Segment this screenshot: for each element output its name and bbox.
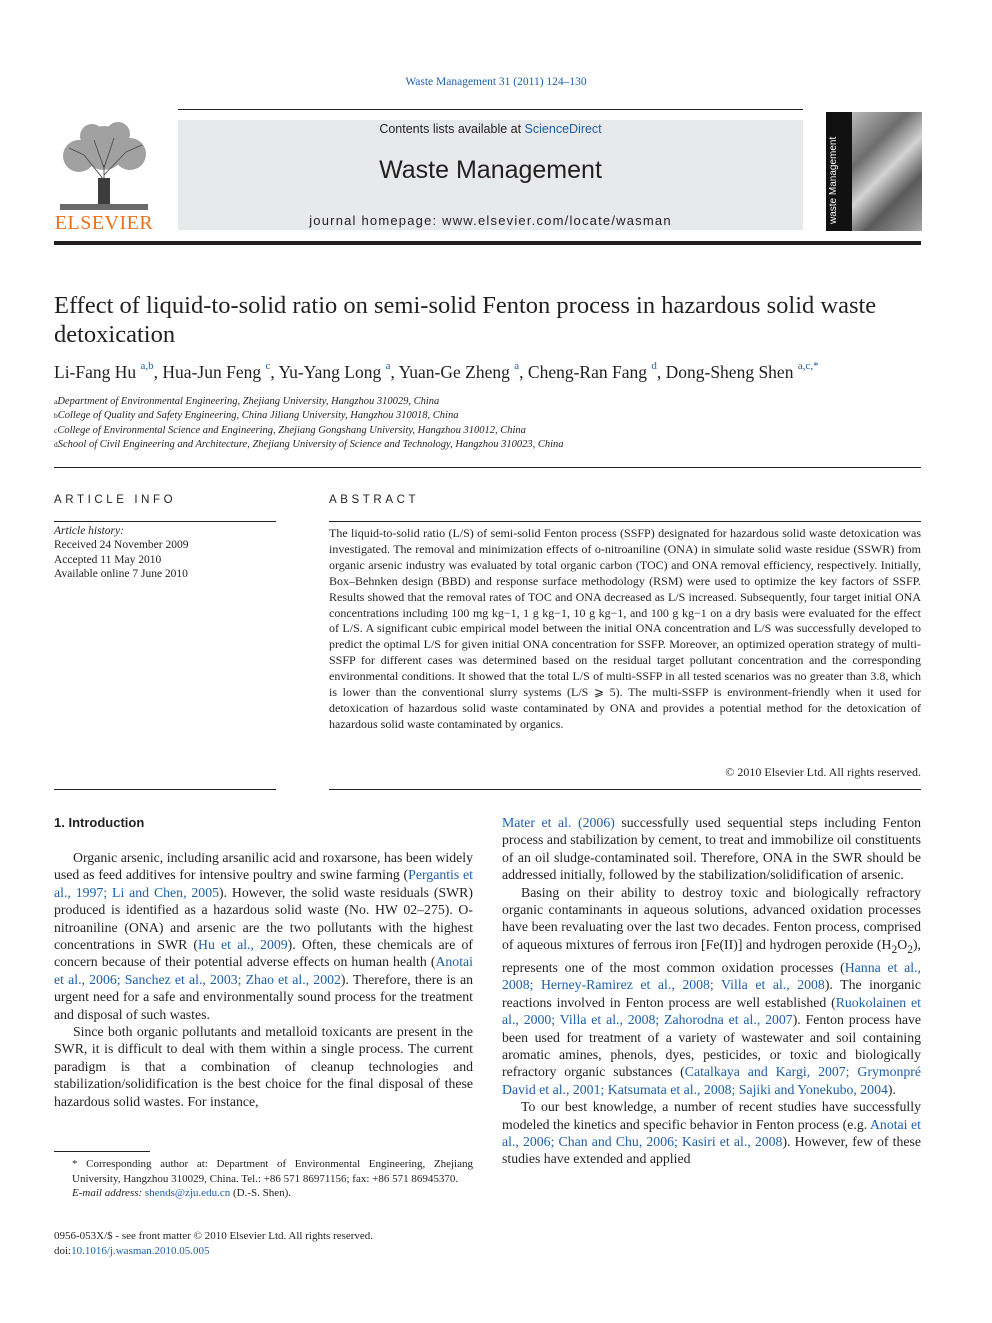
text-run: ). Therefore, there is an urgent need for a safe and environmentally sound process for the treatment and disposal of such wastes. xyxy=(54,971,473,1022)
article-info-end-rule xyxy=(54,789,276,790)
text-run: ). Fenton process have been used for treatment of a variety of wastewater and soil containing aromatic amines, phenols, dyes, pesticides, or toxic and biologically refractory organic substances ( xyxy=(502,1012,921,1080)
text-run: O xyxy=(897,936,908,952)
citation-link[interactable]: Catalkaya and Kargi, 2007; Grymonpré David et al., 2001; Katsumata et al., 2008; Sajiki and Yonekubo, 2004 xyxy=(502,1064,921,1097)
abstract-heading: ABSTRACT xyxy=(329,494,420,506)
affiliation-list xyxy=(54,395,934,452)
author-affiliation-marker[interactable]: c xyxy=(265,360,271,372)
citation-link[interactable]: Pergantis et al., 1997; Li and Chen, 2005 xyxy=(54,867,473,900)
subscript: 2 xyxy=(891,943,898,956)
email-label: E-mail address: xyxy=(72,1187,145,1199)
email-link[interactable]: shends@zju.edu.cn xyxy=(144,1187,231,1199)
header-bottom-rule xyxy=(54,241,921,245)
abstract-rule xyxy=(329,521,921,522)
front-matter xyxy=(54,1229,474,1258)
author-affiliation-marker[interactable]: d xyxy=(651,360,657,372)
author-name: Hua-Jun Feng xyxy=(162,362,262,382)
copyright-notice: © 2010 Elsevier Ltd. All rights reserved. xyxy=(725,765,921,779)
text-run: ). xyxy=(887,1081,896,1097)
affiliation-text: Department of Environmental Engineering, Zhejiang University, Hangzhou 310029, China xyxy=(57,396,440,407)
subscript: 2 xyxy=(907,943,913,956)
citation-link[interactable]: Mater et al. (2006) xyxy=(502,815,615,830)
elsevier-tree-icon xyxy=(54,120,154,212)
text-run: ). The inorganic reactions involved in Fenton process are well established ( xyxy=(502,977,922,1010)
text-run: ). However, few of these studies have extended and applied xyxy=(502,1134,922,1167)
text-run: Since both organic pollutants and metalloid toxicants are present in the SWR, it is difficult to deal with them within a single process. The current paradigm is that a combination of cleanup technologies and stabilization/solidification is the best choice for the final disposal of these hazardous solid wastes. For instance, xyxy=(54,1024,473,1109)
author-name: Yu-Yang Long xyxy=(278,362,382,382)
journal-cover xyxy=(826,112,922,231)
journal-citation[interactable]: Waste Management 31 (2011) 124–130 xyxy=(405,76,587,88)
email-suffix: (D.-S. Shen). xyxy=(230,1187,292,1199)
text-run: ), represents one of the most common oxidation processes ( xyxy=(502,936,921,975)
text-run: successfully used sequential steps including Fenton process and stabilization by cement, to treat and immobilize oil constituents of an oil sludge-contaminated soil. Therefore, ONA in the SWR should be addressed initially, followed by the stabilization/solidification of arsenic. xyxy=(502,815,921,883)
text-run: Organic arsenic, including arsanilic acid and roxarsone, has been widely used as feed additives for intensive poultry and swine farming ( xyxy=(54,850,473,883)
affiliation-rule xyxy=(54,467,921,468)
issn-line: 0956-053X/$ - see front matter © 2010 Elsevier Ltd. All rights reserved. xyxy=(54,1230,374,1242)
affiliation-item xyxy=(54,409,934,423)
doi-label: doi: xyxy=(54,1244,72,1257)
intro-paragraph-4 xyxy=(502,884,921,1099)
affiliation-marker: a xyxy=(54,397,58,406)
affiliation-item xyxy=(54,438,934,452)
sciencedirect-link[interactable]: ScienceDirect xyxy=(524,122,602,136)
author-affiliation-marker[interactable]: a,b xyxy=(140,360,154,372)
citation-link[interactable]: Anotai et al., 2006; Sanchez et al., 2003; Zhao et al., 2002 xyxy=(54,954,473,987)
text-run: To our best knowledge, a number of recent studies have successfully modeled the kinetics and specific behavior in Fenton process (e.g. xyxy=(502,1099,921,1132)
elsevier-logo xyxy=(54,120,154,232)
online-date: Available online 7 June 2010 xyxy=(54,567,188,580)
citation-link[interactable]: Anotai et al., 2006; Chan and Chu, 2006; Kasiri et al., 2008 xyxy=(502,1116,921,1150)
body-column-left xyxy=(54,849,473,1110)
elsevier-wordmark: ELSEVIER xyxy=(54,212,154,234)
received-date: Received 24 November 2009 xyxy=(54,539,189,552)
doi-link[interactable]: 10.1016/j.wasman.2010.05.005 xyxy=(71,1244,210,1257)
author-name: Yuan-Ge Zheng xyxy=(398,362,510,382)
affiliation-marker: d xyxy=(54,439,58,449)
history-label: Article history: xyxy=(54,525,124,537)
intro-paragraph-1 xyxy=(54,849,473,1023)
affiliation-marker: b xyxy=(54,411,58,421)
footnote-rule xyxy=(54,1151,150,1152)
affiliation-item xyxy=(54,395,934,409)
cover-title: waste Management xyxy=(828,136,839,224)
body-column-right xyxy=(502,814,921,1168)
article-title: Effect of liquid-to-solid ratio on semi-solid Fenton process in hazardous solid waste detoxication xyxy=(54,292,877,348)
homepage-prefix: journal homepage: xyxy=(309,213,443,228)
corresponding-author-footnote xyxy=(54,1157,473,1201)
citation-link[interactable]: Hu et al., 2009 xyxy=(198,937,288,953)
intro-paragraph-3 xyxy=(502,814,921,884)
abstract-text: The liquid-to-solid ratio (L/S) of semi-solid Fenton process (SSFP) designated for hazardous solid waste detoxication was investigated. The removal and minimization effects of o-nitroaniline (ONA) in simulate solid waste residue (SSWR) from organic arsenic industry was evaluated by total organic carbon (TOC) and ONA removal efficiency, respectively. Initially, Box–Behnken design (BBD) and response surface methodology (RSM) were used to optimize the key factors of SSFP. Results showed that the removal rates of TOC and ONA decreased as L/S increased. Subsequently, four target initial ONA concentrations including 100 mg kg−1, 1 g kg−1, 10 g kg−1, and 100 g kg−1 on a dry basis were evaluated for the effect of L/S. A significant cubic empirical model between the initial ONA concentration and L/S was successfully developed to predict the optimal L/S for given initial ONA concentration for SSFP. Moreover, an optimized operation strategy of multi-SSFP for different cases was determined based on the residual target pollutant concentration and the corresponding environmental conditions. It showed that the total L/S of multi-SSFP in all tested scenarios was no greater than 3.8, which is lower than the conventional slurry systems (L/S ⩾ 5). The multi-SSFP is environment-friendly when it used for detoxication of hazardous solid waste contaminated by ONA and provides a potential method for the detoxication of hazardous solid waste contaminated by organics. xyxy=(329,526,921,731)
contents-prefix: Contents lists available at xyxy=(379,122,525,136)
affiliation-text: College of Environmental Science and Engineering, Zhejiang Gongshang University, Hangzhou 310012, China xyxy=(57,424,526,436)
journal-header-box xyxy=(178,120,803,230)
email-line xyxy=(54,1186,473,1201)
author-affiliation-marker[interactable]: a xyxy=(514,360,520,372)
article-info-heading: ARTICLE INFO xyxy=(54,494,177,506)
header-top-rule xyxy=(178,109,803,110)
journal-homepage xyxy=(178,213,803,228)
author-affiliation-marker[interactable]: a xyxy=(385,360,391,372)
author-affiliation-marker[interactable]: a,c,* xyxy=(797,360,819,372)
affiliation-item xyxy=(54,424,934,438)
citation-link[interactable]: Hanna et al., 2008; Herney-Ramirez et al., 2008; Villa et al., 2008 xyxy=(502,960,921,993)
affiliation-marker: c xyxy=(54,425,58,435)
text-run: ). However, the solid waste residuals (SWR) produced is identified as a hazardous solid waste (No. HW 02–275). O-nitroaniline (ONA) and arsenic are the two pollutants with the highest concentrations in SWR ( xyxy=(54,884,473,953)
author-name: Li-Fang Hu xyxy=(54,362,137,382)
accepted-date: Accepted 11 May 2010 xyxy=(54,553,162,566)
affiliation-text: School of Civil Engineering and Architecture, Zhejiang University of Science and Technology, Hangzhou 310023, China xyxy=(57,438,564,450)
contents-available xyxy=(178,122,803,136)
intro-paragraph-5 xyxy=(502,1098,921,1168)
author-list: Li-Fang Hu $^{a,b}$, Hua-Jun Feng $^c$, Yu-Yang Long $^a$, Yuan-Ge Zheng $^a$, Cheng-Ran Fang $^d$, Dong-Sheng Shen $^{a,c,*}$ xyxy=(54,360,819,382)
author-name: Dong-Sheng Shen xyxy=(665,362,794,382)
intro-paragraph-2 xyxy=(54,1023,473,1110)
corresponding-author: * Corresponding author at: Department of Environmental Engineering, Zhejiang University, Hangzhou 310029, China. Tel.: +86 571 86971156; fax: +86 571 86945370. xyxy=(72,1158,473,1185)
affiliation-text: College of Quality and Safety Engineering, China Jiliang University, Hangzhou 310018, China xyxy=(57,410,459,422)
article-info-rule xyxy=(54,521,276,522)
text-run: ). Often, these chemicals are of concern because of their potential adverse effects on human health ( xyxy=(54,937,473,970)
author-name: Cheng-Ran Fang xyxy=(527,362,647,382)
section-heading-introduction: 1. Introduction xyxy=(54,815,145,830)
doi-line xyxy=(54,1244,474,1259)
article-history xyxy=(54,524,276,581)
cover-image xyxy=(852,112,922,231)
homepage-url[interactable]: www.elsevier.com/locate/wasman xyxy=(442,213,672,228)
citation-link[interactable]: Ruokolainen et al., 2000; Villa et al., 2008; Zahorodna et al., 2007 xyxy=(502,994,921,1028)
journal-name: Waste Management xyxy=(379,156,602,184)
text-run: Basing on their ability to destroy toxic and biologically refractory organic contaminants in aqueous solutions, advanced oxidation processes have been revaluating over the last two decades. Fenton process, comprised of aqueous mixtures of ferrous iron [Fe(II)] and hydrogen peroxide (H xyxy=(502,884,921,952)
abstract-end-rule xyxy=(329,789,921,790)
